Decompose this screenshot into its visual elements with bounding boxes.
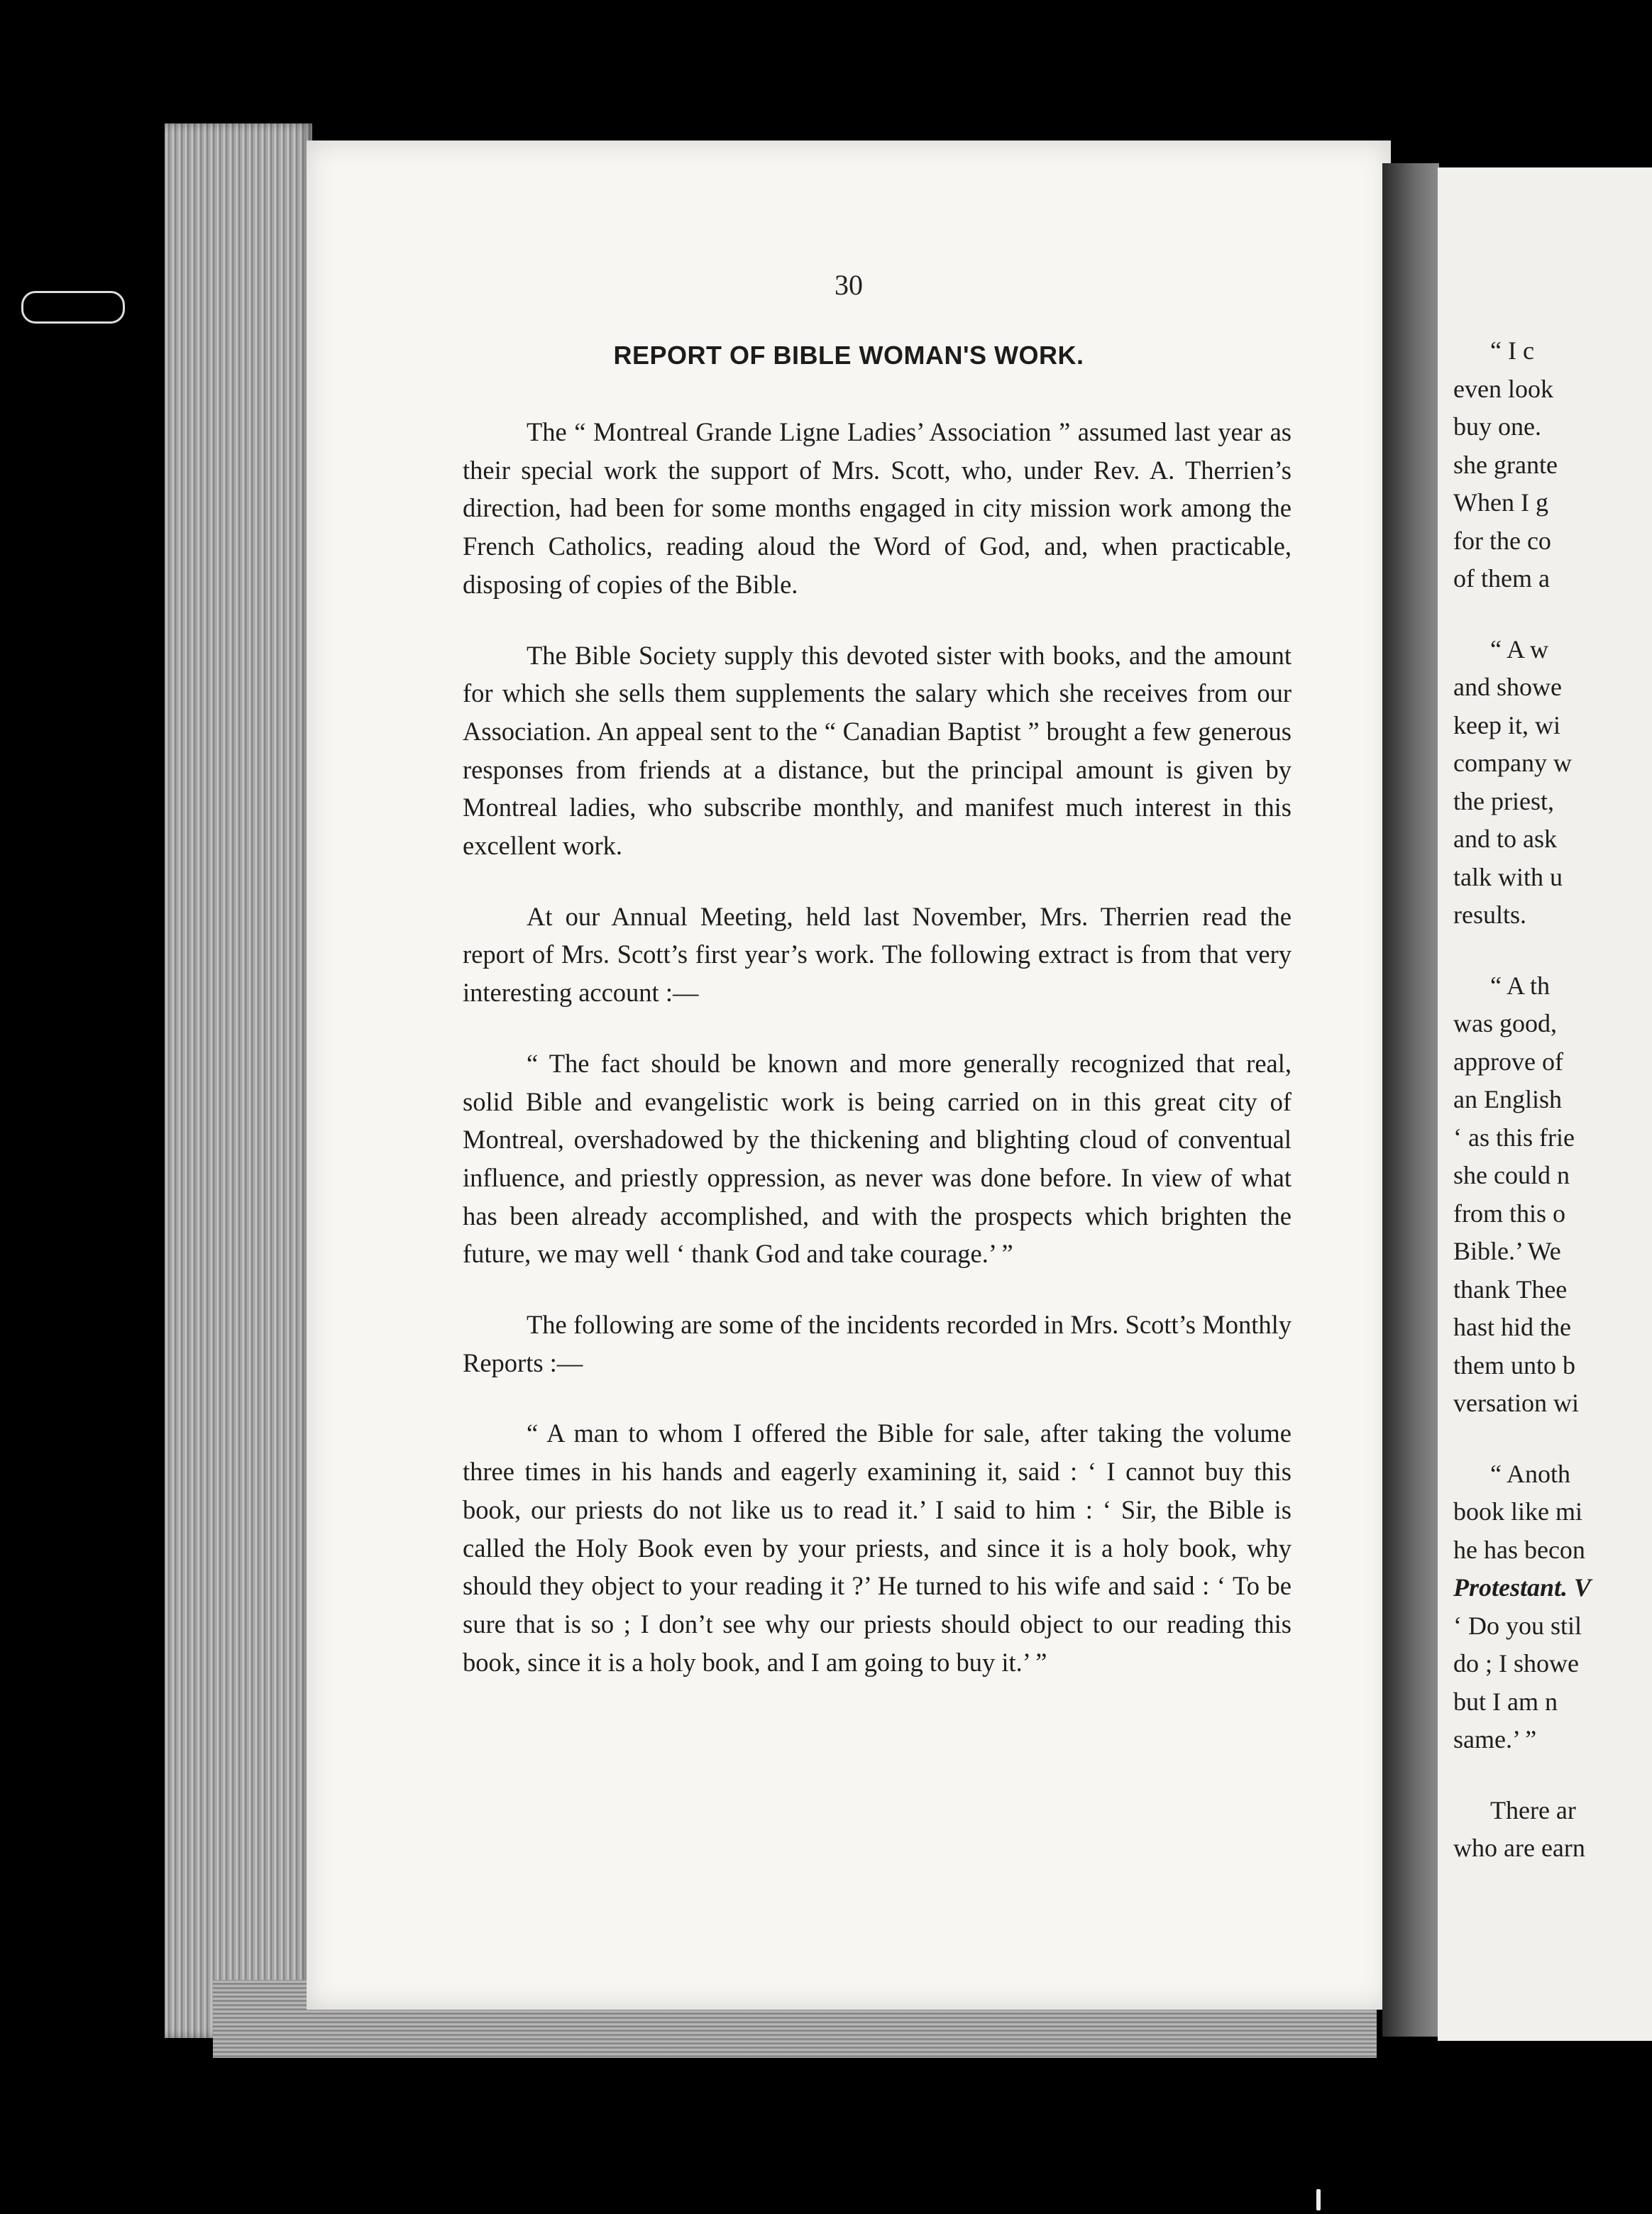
left-page xyxy=(307,141,1391,2010)
facing-page-line: she grante xyxy=(1453,450,1558,479)
facing-page-line: an English xyxy=(1453,1085,1562,1113)
facing-page-line: them unto b xyxy=(1453,1350,1575,1379)
facing-page-line: who are earn xyxy=(1453,1834,1585,1862)
paragraph: The “ Montreal Grande Ligne Ladies’ Association ” assumed last year as their special work the support of Mrs. Scott, who, under Rev. A. Therrien’s direction, had been for some months engaged in city mission work among the French Catholics, reading aloud the Word of God, and, when practicable, disposing of copies of the Bible. xyxy=(463,417,1292,599)
paragraph-gap xyxy=(1453,598,1591,631)
facing-page-line: of them a xyxy=(1453,564,1550,593)
facing-page-line: keep it, wi xyxy=(1453,710,1560,739)
paragraph: The Bible Society supply this devoted sister with books, and the amount for which she sells them supplements the salary which she receives from our Association. An appeal sent to the “ Canadian Baptist ” brought a few generous responses from friends at a distance, but the principal amount is given by Montreal ladies, who subscribe monthly, and manifest much interest in this excellent work. xyxy=(463,640,1292,861)
book-gutter xyxy=(1382,163,1439,2037)
facing-page-line: results. xyxy=(1453,901,1526,929)
facing-page-line: thank Thee xyxy=(1453,1274,1568,1304)
facing-page-line: from this o xyxy=(1453,1199,1565,1228)
facing-page xyxy=(1438,167,1652,2041)
page-stack-edge xyxy=(165,123,312,2038)
body-text xyxy=(463,413,1292,1714)
facing-page-text xyxy=(1453,332,1591,1868)
facing-page-line: When I g xyxy=(1453,488,1548,517)
paragraph: “ The fact should be known and more generally recognized that real, solid Bible and evangelistic work is being carried on in this great city of Montreal, overshadowed by the thickening and blighting cloud of conventual influence, and priestly oppression, as never was done before. In view of what has been already accomplished, and with the prospects which brighten the future, we may well ‘ thank God and take courage.’ ” xyxy=(463,1048,1292,1269)
facing-page-line: approve of xyxy=(1453,1047,1563,1076)
facing-page-line: same.’ ” xyxy=(1453,1725,1537,1753)
facing-page-line: Bible.’ We xyxy=(1453,1237,1561,1265)
scan-speck xyxy=(21,291,125,324)
facing-page-line: ‘ as this frie xyxy=(1453,1123,1575,1152)
facing-page-line: even look xyxy=(1453,374,1553,403)
facing-page-line: do ; I showe xyxy=(1453,1649,1579,1678)
facing-page-line: “ I c xyxy=(1490,336,1534,365)
facing-page-line: hast hid the xyxy=(1453,1313,1571,1341)
facing-page-line: Protestant. V xyxy=(1453,1573,1592,1602)
facing-page-line: “ A w xyxy=(1490,634,1549,663)
paragraph-gap xyxy=(1453,1759,1591,1792)
page-number: 30 xyxy=(835,269,863,301)
paragraph: The following are some of the incidents recorded in Mrs. Scott’s Monthly Reports :— xyxy=(463,1310,1292,1377)
facing-page-line: ‘ Do you stil xyxy=(1453,1611,1582,1640)
facing-page-line: he has becon xyxy=(1453,1535,1585,1564)
facing-page-line: and to ask xyxy=(1453,825,1557,853)
facing-page-line: buy one. xyxy=(1453,412,1541,441)
facing-page-line: for the co xyxy=(1453,526,1551,555)
paragraph: “ A man to whom I offered the Bible for sale, after taking the volume three times in his hands and eagerly examining it, said : ‘ I cannot buy this book, our priests do not like us to read it.’ I said to him : ‘ Sir, the Bible is called the Holy Book even by your priests, and since it is a holy book, why should they object to your reading it ?’ He turned to his wife and said : ‘ To be sure that is so ; I don’t see why our priests should object to our reading this book, since it is a holy book, and I am going to buy it.’ ” xyxy=(463,1419,1292,1677)
paragraph-gap xyxy=(1453,935,1591,967)
facing-page-line: she could n xyxy=(1453,1161,1570,1189)
facing-page-line: the priest, xyxy=(1453,786,1554,815)
paragraph: At our Annual Meeting, held last November, Mrs. Therrien read the report of Mrs. Scott’s first year’s work. The following extract is from that very interesting account :— xyxy=(463,901,1292,1008)
facing-page-line: was good, xyxy=(1453,1009,1557,1037)
facing-page-line: company w xyxy=(1453,749,1572,777)
facing-page-line: and showe xyxy=(1453,673,1562,701)
facing-page-line: talk with u xyxy=(1453,862,1563,891)
facing-page-line: “ A th xyxy=(1490,971,1551,1000)
facing-page-line: book like mi xyxy=(1453,1497,1582,1526)
scan-speck xyxy=(1316,2189,1321,2210)
facing-page-line: but I am n xyxy=(1453,1687,1558,1716)
facing-page-line: versation wi xyxy=(1453,1389,1579,1417)
facing-page-line: There ar xyxy=(1490,1795,1576,1824)
facing-page-line: “ Anoth xyxy=(1490,1459,1570,1488)
page-heading: REPORT OF BIBLE WOMAN'S WORK. xyxy=(613,341,1084,370)
paragraph-gap xyxy=(1453,1423,1591,1455)
